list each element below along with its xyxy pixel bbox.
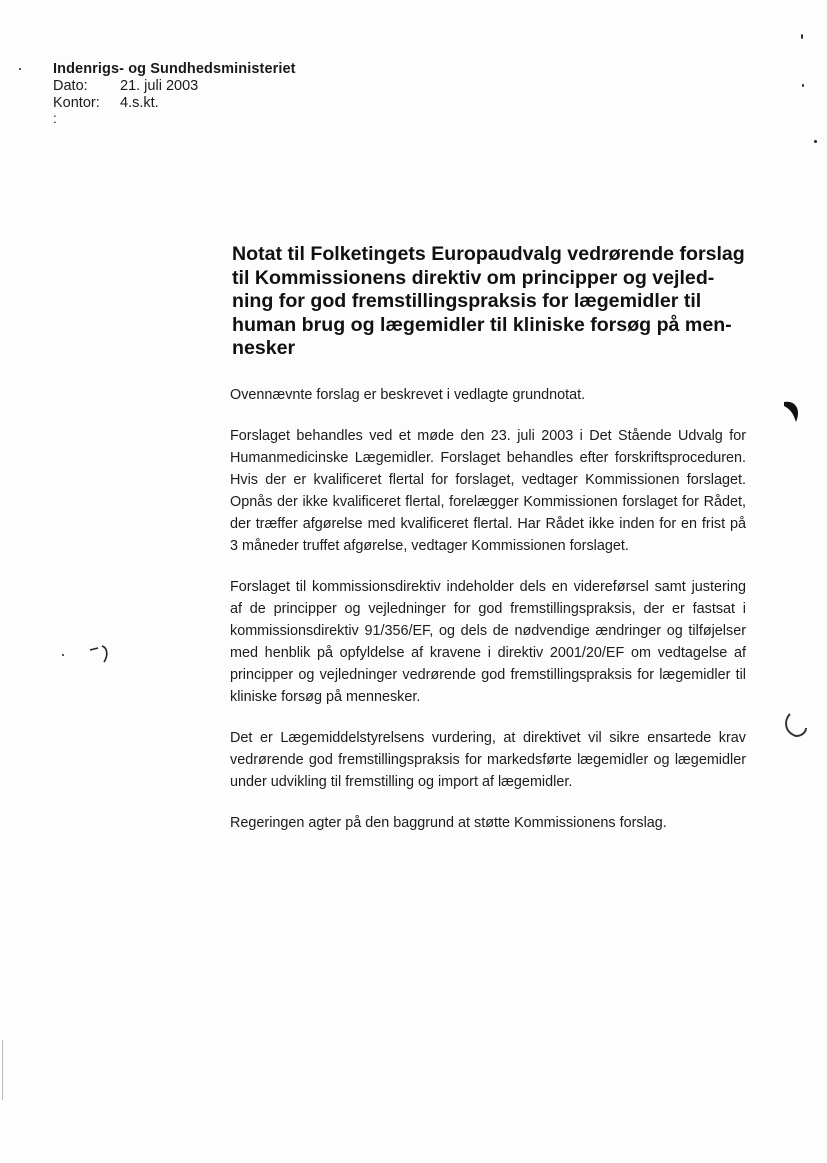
scan-speck <box>62 654 64 656</box>
punch-hole-mark <box>780 398 804 426</box>
paragraph-content: Forslaget til kommissionsdirektiv indeholder dels en videreførsel samt justering af de principper og vejledninger for god fremstillingspraksis, der er fastsat i kommissionsdirektiv 91/356/EF, og dels de nødvendige ændringer og tilføjelser med henblik på opfyldelse af kravene i direktiv 2001/20/EF om vedtagelse af principper og vejledninger vedrørende god fremstillingspraksis for lægemidler til kliniske forsøg på mennesker. <box>230 579 746 705</box>
scan-speck <box>801 34 803 39</box>
scan-speck <box>19 68 21 70</box>
paragraph-conclusion: Regeringen agter på den baggrund at støtte Kommissionens forslag. <box>230 815 667 831</box>
title-line: Notat til Folketingets Europaudvalg vedrørende forslag <box>232 243 745 265</box>
paragraph-procedure: Forslaget behandles ved et møde den 23. juli 2003 i Det Stående Udvalg for Humanmedicinske Lægemidler. Forslaget behandles efter forskriftsproceduren. Hvis der er kvalificeret flertal for forslaget, vedtager Kommissionen forslaget. Opnås der ikke kvalificeret flertal, forelægger Kommissionen forslaget for Rådet, der træffer afgørelse med kvalificeret flertal. Har Rådet ikke inden for en frist på 3 måneder truffet afgørelse, vedtager Kommissionen forslaget. <box>230 428 746 554</box>
header-mark: : <box>53 110 57 126</box>
title-line: ning for god fremstillingspraksis for lægemidler til <box>232 290 702 313</box>
scan-edge-line <box>2 1040 3 1100</box>
margin-scribble <box>88 642 118 666</box>
title-line: nesker <box>232 337 296 360</box>
paragraph-assessment: Det er Lægemiddelstyrelsens vurdering, at direktivet vil sikre ensartede krav vedrørende god fremstillingspraksis for markedsførte lægemidler og lægemidler under udvikling til fremstilling og import af lægemidler. <box>230 730 746 790</box>
office-label: Kontor: <box>53 95 100 111</box>
document-body <box>230 384 746 853</box>
document-header <box>53 61 296 124</box>
date-value: 21. juli 2003 <box>120 78 199 94</box>
date-label: Dato: <box>53 78 88 94</box>
title-line: til Kommissionens direktiv om principper og vejled- <box>232 266 715 289</box>
scan-speck <box>802 84 804 87</box>
paragraph-intro: Ovennævnte forslag er beskrevet i vedlagte grundnotat. <box>230 387 586 403</box>
office-value: 4.s.kt. <box>120 95 159 111</box>
document-title <box>232 243 747 361</box>
office-row <box>53 95 296 112</box>
punch-hole-mark <box>782 710 808 740</box>
scan-speck <box>814 140 817 143</box>
date-row <box>53 78 296 95</box>
ministry-name: Indenrigs- og Sundhedsministeriet <box>53 61 296 77</box>
title-line: human brug og lægemidler til kliniske forsøg på men- <box>232 313 732 336</box>
